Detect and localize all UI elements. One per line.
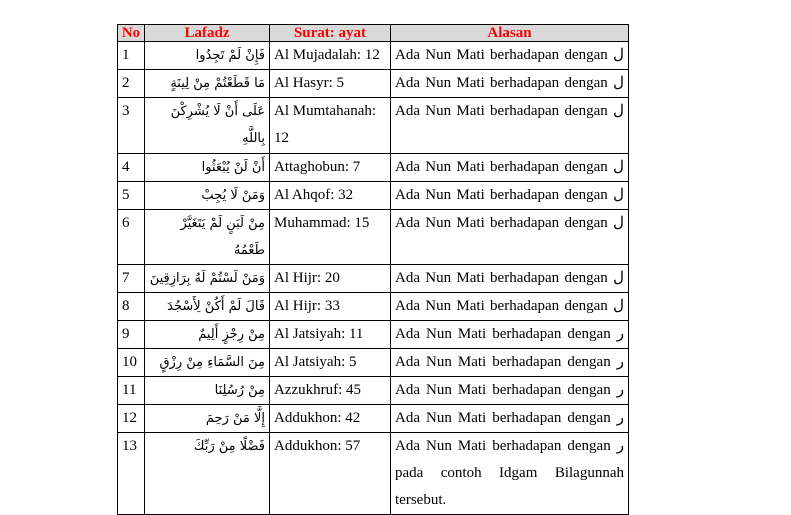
alasan-text: Ada Nun Mati berhadapan dengan ر xyxy=(391,377,629,405)
table-row xyxy=(118,210,629,265)
surat-ayat: Al Mumtahanah: 12 xyxy=(270,98,391,154)
lafadz-text: عَلَى أَنْ لَا يُشْرِكْنَ بِاللَّهِ xyxy=(145,98,270,154)
surat-ayat: Al Ahqof: 32 xyxy=(270,182,391,210)
row-number: 9 xyxy=(118,321,145,349)
lafadz-text: فَإِنْ لَمْ تَجِدُوا xyxy=(145,42,270,70)
surat-ayat: Azzukhruf: 45 xyxy=(270,377,391,405)
surat-ayat: Al Hijr: 20 xyxy=(270,265,391,293)
table-row xyxy=(118,98,629,154)
idgam-table xyxy=(117,24,629,515)
row-number: 4 xyxy=(118,154,145,182)
alasan-text: Ada Nun Mati berhadapan dengan ل xyxy=(391,265,629,293)
surat-ayat: Al Hijr: 33 xyxy=(270,293,391,321)
table-row xyxy=(118,42,629,70)
header-no: No xyxy=(118,25,145,42)
lafadz-text: مِنْ لَبَنٍ لَمْ يَتَغَيَّرْ طَعْمُهُ xyxy=(145,210,270,265)
surat-ayat: Al Jatsiyah: 11 xyxy=(270,321,391,349)
surat-ayat: Addukhon: 42 xyxy=(270,405,391,433)
table-row xyxy=(118,70,629,98)
header-lafadz: Lafadz xyxy=(145,25,270,42)
alasan-text: Ada Nun Mati berhadapan dengan ر xyxy=(391,405,629,433)
alasan-text: Ada Nun Mati berhadapan dengan ل xyxy=(391,42,629,70)
surat-ayat: Muhammad: 15 xyxy=(270,210,391,265)
table-row xyxy=(118,321,629,349)
row-number: 8 xyxy=(118,293,145,321)
surat-ayat: Al Mujadalah: 12 xyxy=(270,42,391,70)
header-alasan: Alasan xyxy=(391,25,629,42)
row-number: 7 xyxy=(118,265,145,293)
table-row xyxy=(118,433,629,515)
alasan-text: Ada Nun Mati berhadapan dengan ل xyxy=(391,70,629,98)
lafadz-text: مِنْ رِجْزٍ أَلِيمٌ xyxy=(145,321,270,349)
lafadz-text: إِلَّا مَنْ رَحِمَ xyxy=(145,405,270,433)
surat-ayat: Attaghobun: 7 xyxy=(270,154,391,182)
table-row xyxy=(118,265,629,293)
row-number: 5 xyxy=(118,182,145,210)
alasan-text: Ada Nun Mati berhadapan dengan ل xyxy=(391,154,629,182)
lafadz-text: مِنْ رُسُلِنَا xyxy=(145,377,270,405)
lafadz-text: وَمَنْ لَسْتُمْ لَهُ بِرَازِقِينَ xyxy=(145,265,270,293)
row-number: 10 xyxy=(118,349,145,377)
lafadz-text: قَالَ لَمْ أَكُنْ لِأَسْجُدَ xyxy=(145,293,270,321)
alasan-text: Ada Nun Mati berhadapan dengan ر xyxy=(391,321,629,349)
alasan-text: Ada Nun Mati berhadapan dengan ر xyxy=(391,349,629,377)
lafadz-text: مَا قَطَعْتُمْ مِنْ لِينَةٍ xyxy=(145,70,270,98)
row-number: 11 xyxy=(118,377,145,405)
table-row xyxy=(118,182,629,210)
lafadz-text: فَضْلًا مِنْ رَبِّكَ xyxy=(145,433,270,515)
alasan-text: Ada Nun Mati berhadapan dengan ل xyxy=(391,210,629,265)
alasan-text: Ada Nun Mati berhadapan dengan ل xyxy=(391,98,629,154)
row-number: 6 xyxy=(118,210,145,265)
surat-ayat: Addukhon: 57 xyxy=(270,433,391,515)
alasan-text: Ada Nun Mati berhadapan dengan ر pada contoh Idgam Bilagunnah tersebut. xyxy=(391,433,629,515)
alasan-text: Ada Nun Mati berhadapan dengan ل xyxy=(391,182,629,210)
table-row xyxy=(118,405,629,433)
row-number: 3 xyxy=(118,98,145,154)
row-number: 2 xyxy=(118,70,145,98)
lafadz-text: مِنَ السَّمَاءِ مِنْ رِزْقٍ xyxy=(145,349,270,377)
alasan-text: Ada Nun Mati berhadapan dengan ل xyxy=(391,293,629,321)
table-row xyxy=(118,293,629,321)
header-surat: Surat: ayat xyxy=(270,25,391,42)
row-number: 1 xyxy=(118,42,145,70)
surat-ayat: Al Jatsiyah: 5 xyxy=(270,349,391,377)
table-row xyxy=(118,349,629,377)
lafadz-text: وَمَنْ لَا يُجِبْ xyxy=(145,182,270,210)
row-number: 12 xyxy=(118,405,145,433)
header-row xyxy=(118,25,629,42)
lafadz-text: أَنْ لَنْ يُبْعَثُوا xyxy=(145,154,270,182)
row-number: 13 xyxy=(118,433,145,515)
surat-ayat: Al Hasyr: 5 xyxy=(270,70,391,98)
table-row xyxy=(118,154,629,182)
table-row xyxy=(118,377,629,405)
